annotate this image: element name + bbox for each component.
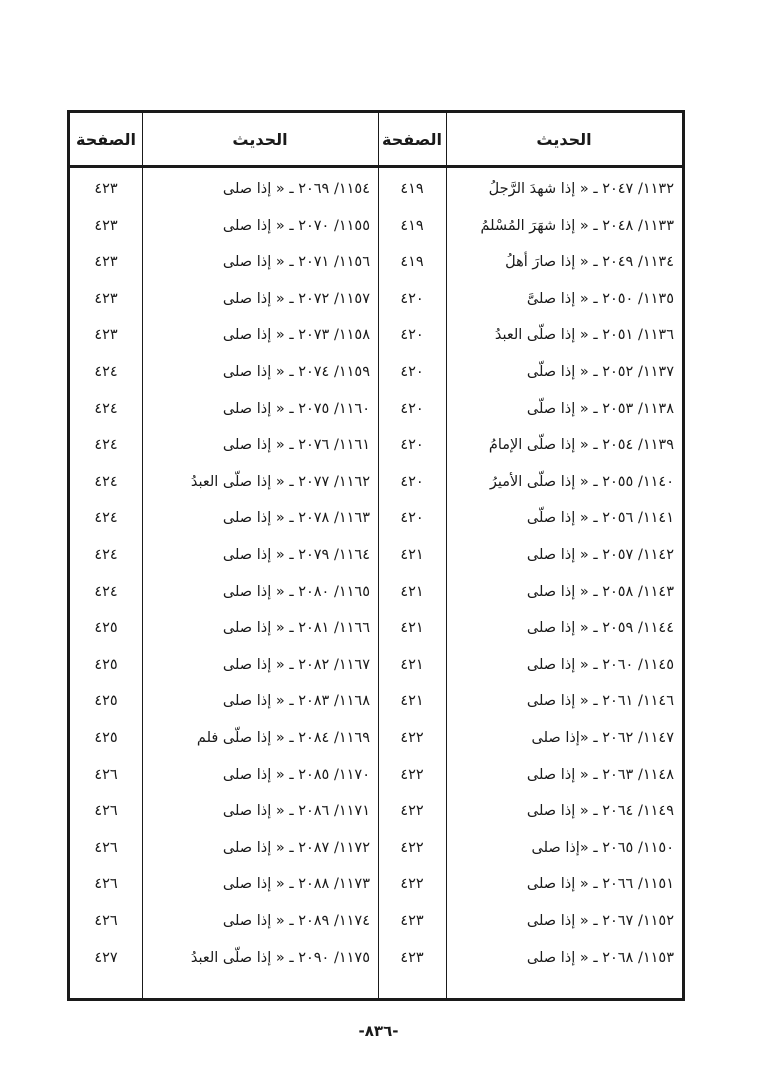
page-ref: ٤٢٥ [94,656,118,673]
page-ref: ٤٢٢ [400,729,424,746]
hadith-entry: ١١٥٩/ ٢٠٧٤ ـ « إذا صلى [222,363,370,380]
hadith-entry: ١١٤٥/ ٢٠٦٠ ـ « إذا صلى [526,656,674,673]
hadith-entry: ١١٤٢/ ٢٠٥٧ ـ « إذا صلى [526,546,674,563]
page-ref: ٤٢٥ [94,619,118,636]
hadith-entry: ١١٤٧/ ٢٠٦٢ ـ «إذا صلى [531,729,674,746]
hadith-entry: ١١٤٠/ ٢٠٥٥ ـ « إذا صلّى الأميرُ [489,473,674,490]
page-ref: ٤٢٢ [400,875,424,892]
page-ref: ٤٢٥ [94,729,118,746]
hadith-entry: ١١٤٩/ ٢٠٦٤ ـ « إذا صلى [526,802,674,819]
header-hadith-left: الحديث [232,129,288,149]
hadith-entry: ١١٣٢/ ٢٠٤٧ ـ « إذا شهدَ الرَّجلُ [488,180,674,197]
hadith-entry: ١١٣٨/ ٢٠٥٣ ـ « إذا صلّى [526,400,674,417]
hadith-entry: ١١٥٢/ ٢٠٦٧ ـ « إذا صلى [526,912,674,929]
page-ref: ٤٢٧ [94,949,118,966]
hadith-entry: ١١٤٤/ ٢٠٥٩ ـ « إذا صلى [526,619,674,636]
page-ref: ٤٢٢ [400,766,424,783]
page-ref: ٤٢٤ [94,546,118,563]
hadith-entry: ١١٤٨/ ٢٠٦٣ ـ « إذا صلى [526,766,674,783]
page-ref: ٤٢٤ [94,473,118,490]
page-ref: ٤٢٣ [400,912,424,929]
page-ref: ٤٢٠ [400,363,424,380]
hadith-entry: ١١٦٦/ ٢٠٨١ ـ « إذا صلى [222,619,370,636]
page-ref: ٤٢٣ [94,290,118,307]
page-ref: ٤٢٢ [400,802,424,819]
page-ref: ٤٢٦ [94,912,118,929]
header-page-left: الصفحة [76,129,137,149]
page-ref: ٤٢١ [400,583,424,600]
hadith-entry: ١١٧٣/ ٢٠٨٨ ـ « إذا صلى [222,875,370,892]
hadith-entry: ١١٦٩/ ٢٠٨٤ ـ « إذا صلّى فلم [196,729,370,746]
page-ref: ٤٢٠ [400,436,424,453]
page-ref: ٤٢٠ [400,473,424,490]
page-ref: ٤١٩ [400,217,424,234]
page-ref: ٤٢٠ [400,290,424,307]
header-divider [70,165,682,168]
hadith-entry: ١١٦٤/ ٢٠٧٩ ـ « إذا صلى [222,546,370,563]
hadith-entry: ١١٥٥/ ٢٠٧٠ ـ « إذا صلى [222,217,370,234]
page-ref: ٤٢٠ [400,326,424,343]
page-ref: ٤٢٦ [94,766,118,783]
hadith-entry: ١١٦٥/ ٢٠٨٠ ـ « إذا صلى [222,583,370,600]
hadith-entry: ١١٧٥/ ٢٠٩٠ ـ « إذا صلّى العبدُ [190,949,370,966]
hadith-entry: ١١٧٠/ ٢٠٨٥ ـ « إذا صلى [222,766,370,783]
hadith-entry: ١١٤١/ ٢٠٥٦ ـ « إذا صلّى [526,509,674,526]
hadith-entry: ١١٣٤/ ٢٠٤٩ ـ « إذا صارَ أهلُ [505,253,674,270]
page-ref: ٤٢١ [400,619,424,636]
page-ref: ٤٢٥ [94,692,118,709]
page-ref: ٤٢٣ [94,326,118,343]
hadith-entry: ١١٤٣/ ٢٠٥٨ ـ « إذا صلى [526,583,674,600]
hadith-entry: ١١٦٣/ ٢٠٧٨ ـ « إذا صلى [222,509,370,526]
hadith-entry: ١١٧٢/ ٢٠٨٧ ـ « إذا صلى [222,839,370,856]
hadith-entry: ١١٦٨/ ٢٠٨٣ ـ « إذا صلى [222,692,370,709]
page-ref: ٤٢٤ [94,400,118,417]
page-ref: ٤٢١ [400,656,424,673]
hadith-entry: ١١٣٧/ ٢٠٥٢ ـ « إذا صلّى [526,363,674,380]
index-table [67,110,685,1001]
hadith-entry: ١١٤٦/ ٢٠٦١ ـ « إذا صلى [526,692,674,709]
hadith-entry: ١١٣٦/ ٢٠٥١ ـ « إذا صلّى العبدُ [494,326,674,343]
hadith-entry: ١١٥٠/ ٢٠٦٥ ـ «إذا صلى [531,839,674,856]
hadith-entry: ١١٧٤/ ٢٠٨٩ ـ « إذا صلى [222,912,370,929]
page-ref: ٤٢٣ [94,253,118,270]
page-ref: ٤٢٤ [94,583,118,600]
hadith-entry: ١١٦١/ ٢٠٧٦ ـ « إذا صلى [222,436,370,453]
header-hadith-right: الحديث [536,129,592,149]
page-ref: ٤٢٦ [94,802,118,819]
page-ref: ٤١٩ [400,253,424,270]
page-ref: ٤٢١ [400,692,424,709]
page-ref: ٤٢٤ [94,509,118,526]
hadith-entry: ١١٥٨/ ٢٠٧٣ ـ « إذا صلى [222,326,370,343]
hadith-entry: ١١٥٣/ ٢٠٦٨ ـ « إذا صلى [526,949,674,966]
hadith-entry: ١١٦٠/ ٢٠٧٥ ـ « إذا صلى [222,400,370,417]
hadith-entry: ١١٥٧/ ٢٠٧٢ ـ « إذا صلى [222,290,370,307]
page-ref: ٤٢٣ [94,217,118,234]
page-number: -٨٣٦- [358,1022,399,1040]
hadith-entry: ١١٣٥/ ٢٠٥٠ ـ « إذا صلىَّ [526,290,674,307]
hadith-entry: ١١٣٣/ ٢٠٤٨ ـ « إذا شهَرَ المُسْلمُ [480,217,674,234]
page-ref: ٤١٩ [400,180,424,197]
page-ref: ٤٢٢ [400,839,424,856]
hadith-entry: ١١٥٦/ ٢٠٧١ ـ « إذا صلى [222,253,370,270]
page-ref: ٤٢٠ [400,400,424,417]
hadith-entry: ١١٥٤/ ٢٠٦٩ ـ « إذا صلى [222,180,370,197]
hadith-entry: ١١٦٢/ ٢٠٧٧ ـ « إذا صلّى العبدُ [190,473,370,490]
page-ref: ٤٢٣ [400,949,424,966]
hadith-entry: ١١٧١/ ٢٠٨٦ ـ « إذا صلى [222,802,370,819]
page-ref: ٤٢٣ [94,180,118,197]
page-ref: ٤٢٤ [94,436,118,453]
hadith-entry: ١١٥١/ ٢٠٦٦ ـ « إذا صلى [526,875,674,892]
page-ref: ٤٢٦ [94,875,118,892]
page-ref: ٤٢٠ [400,509,424,526]
page-ref: ٤٢٤ [94,363,118,380]
header-page-right: الصفحة [382,129,443,149]
page-ref: ٤٢٦ [94,839,118,856]
hadith-entry: ١١٦٧/ ٢٠٨٢ ـ « إذا صلى [222,656,370,673]
page-ref: ٤٢١ [400,546,424,563]
hadith-entry: ١١٣٩/ ٢٠٥٤ ـ « إذا صلّى الإمامُ [488,436,674,453]
